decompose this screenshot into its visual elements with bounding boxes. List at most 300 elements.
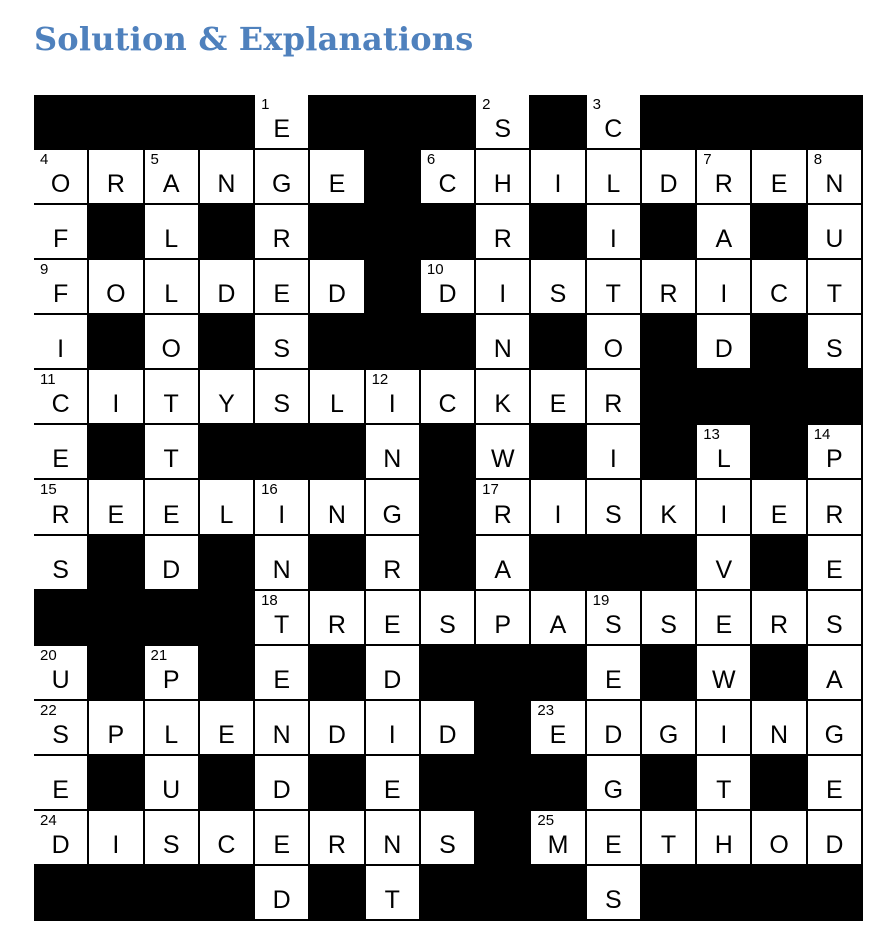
crossword-cell	[366, 480, 421, 535]
crossword-cell	[34, 646, 89, 701]
crossword-cell	[421, 370, 476, 425]
cell-letter: S	[604, 610, 622, 639]
black-cell	[200, 646, 255, 701]
black-cell	[421, 756, 476, 811]
black-cell	[421, 480, 476, 535]
cell-letter: S	[604, 885, 622, 914]
crossword-cell	[366, 425, 421, 480]
crossword-cell	[145, 811, 200, 866]
crossword-cell	[34, 370, 89, 425]
cell-letter: I	[112, 390, 120, 419]
cell-letter: C	[51, 390, 70, 419]
cell-letter: E	[826, 555, 843, 584]
cell-letter: I	[388, 390, 396, 419]
crossword-cell	[587, 315, 642, 370]
crossword-cell	[34, 811, 89, 866]
crossword-cell	[476, 95, 531, 150]
crossword-cell	[145, 370, 200, 425]
crossword-cell	[697, 646, 752, 701]
crossword-cell	[808, 315, 863, 370]
cell-letter: D	[659, 170, 678, 199]
black-cell	[89, 866, 144, 921]
black-cell	[752, 756, 807, 811]
cell-letter: N	[327, 500, 346, 529]
black-cell	[200, 205, 255, 260]
black-cell	[642, 315, 697, 370]
cell-letter: U	[51, 665, 70, 694]
crossword-cell	[587, 480, 642, 535]
clue-number: 9	[40, 261, 49, 279]
black-cell	[752, 425, 807, 480]
cell-letter: S	[52, 555, 69, 584]
crossword-cell	[531, 591, 586, 646]
clue-number: 19	[592, 591, 610, 609]
black-cell	[34, 95, 89, 150]
crossword-cell	[697, 480, 752, 535]
cell-letter: E	[273, 280, 291, 309]
cell-letter: F	[52, 280, 69, 309]
cell-letter: F	[52, 225, 69, 254]
crossword-cell	[808, 811, 863, 866]
crossword-cell	[752, 811, 807, 866]
crossword-cell	[34, 701, 89, 756]
crossword-cell	[421, 701, 476, 756]
cell-letter: I	[720, 280, 728, 309]
crossword-cell	[255, 756, 310, 811]
crossword-cell	[531, 811, 586, 866]
cell-letter: E	[770, 500, 788, 529]
cell-letter: S	[826, 335, 843, 364]
crossword-cell	[808, 756, 863, 811]
cell-letter: D	[383, 665, 402, 694]
crossword-cell	[34, 480, 89, 535]
black-cell	[34, 591, 89, 646]
cell-letter: L	[606, 170, 621, 199]
crossword-cell	[255, 480, 310, 535]
cell-letter: E	[770, 170, 788, 199]
crossword-cell	[34, 150, 89, 205]
crossword-cell	[752, 260, 807, 315]
cell-letter: N	[383, 830, 402, 859]
black-cell	[808, 95, 863, 150]
crossword-cell	[145, 150, 200, 205]
crossword-cell	[255, 370, 310, 425]
cell-letter: L	[164, 225, 179, 254]
cell-letter: I	[720, 500, 728, 529]
cell-letter: S	[826, 610, 843, 639]
crossword-cell	[145, 260, 200, 315]
crossword-cell	[531, 370, 586, 425]
crossword-cell	[476, 370, 531, 425]
cell-letter: K	[494, 390, 512, 419]
cell-letter: R	[327, 830, 346, 859]
cell-letter: E	[604, 830, 622, 859]
cell-letter: A	[162, 170, 180, 199]
cell-letter: D	[217, 280, 236, 309]
black-cell	[310, 646, 365, 701]
black-cell	[34, 866, 89, 921]
black-cell	[145, 591, 200, 646]
cell-letter: D	[714, 335, 733, 364]
cell-letter: O	[769, 830, 789, 859]
cell-letter: I	[554, 170, 562, 199]
crossword-cell	[310, 811, 365, 866]
cell-letter: E	[218, 720, 235, 749]
black-cell	[310, 95, 365, 150]
cell-letter: R	[272, 225, 291, 254]
crossword-cell	[255, 866, 310, 921]
black-cell	[366, 315, 421, 370]
crossword-cell	[200, 701, 255, 756]
crossword-cell	[642, 150, 697, 205]
black-cell	[476, 756, 531, 811]
cell-letter: D	[272, 885, 291, 914]
crossword-cell	[89, 260, 144, 315]
crossword-cell	[421, 260, 476, 315]
crossword-cell	[310, 370, 365, 425]
clue-number: 2	[482, 96, 491, 113]
crossword-cell	[366, 370, 421, 425]
black-cell	[310, 205, 365, 260]
cell-letter: E	[52, 775, 69, 804]
crossword-cell	[587, 646, 642, 701]
crossword-cell	[808, 260, 863, 315]
cell-letter: R	[825, 500, 844, 529]
clue-number: 6	[426, 151, 436, 169]
black-cell	[587, 536, 642, 591]
crossword-cell	[200, 260, 255, 315]
clue-number: 3	[592, 96, 601, 113]
crossword-cell	[697, 756, 752, 811]
cell-letter: R	[51, 500, 70, 529]
crossword-cell	[531, 701, 586, 756]
cell-letter: G	[658, 720, 679, 749]
clue-number: 24	[40, 811, 57, 829]
crossword-cell	[808, 701, 863, 756]
black-cell	[366, 260, 421, 315]
cell-letter: R	[383, 555, 402, 584]
cell-letter: R	[659, 280, 678, 309]
cell-letter: D	[51, 830, 70, 859]
cell-letter: O	[161, 335, 181, 364]
cell-letter: N	[825, 170, 844, 199]
black-cell	[808, 866, 863, 921]
black-cell	[89, 205, 144, 260]
black-cell	[531, 95, 586, 150]
cell-letter: I	[278, 500, 286, 529]
black-cell	[476, 866, 531, 921]
crossword-cell	[476, 425, 531, 480]
black-cell	[752, 866, 807, 921]
black-cell	[421, 315, 476, 370]
cell-letter: D	[327, 720, 346, 749]
black-cell	[200, 536, 255, 591]
crossword-cell	[366, 756, 421, 811]
cell-letter: E	[383, 775, 401, 804]
black-cell	[310, 536, 365, 591]
clue-number: 1	[261, 96, 270, 113]
cell-letter: T	[716, 775, 732, 804]
crossword-cell	[642, 480, 697, 535]
cell-letter: S	[273, 390, 291, 419]
cell-letter: H	[714, 830, 733, 859]
cell-letter: G	[382, 500, 402, 529]
black-cell	[421, 425, 476, 480]
crossword-cell	[808, 536, 863, 591]
clue-number: 16	[261, 481, 278, 499]
crossword-cell	[531, 480, 586, 535]
cell-letter: U	[162, 775, 181, 804]
crossword-cell	[34, 756, 89, 811]
cell-letter: D	[438, 720, 457, 749]
crossword-cell	[587, 701, 642, 756]
black-cell	[752, 536, 807, 591]
black-cell	[421, 646, 476, 701]
cell-letter: R	[714, 170, 733, 199]
black-cell	[476, 701, 531, 756]
cell-letter: T	[660, 830, 677, 859]
cell-letter: S	[549, 280, 567, 309]
crossword-cell	[255, 205, 310, 260]
black-cell	[145, 866, 200, 921]
cell-letter: E	[162, 500, 180, 529]
black-cell	[200, 756, 255, 811]
cell-letter: R	[604, 390, 623, 419]
crossword-cell	[366, 536, 421, 591]
black-cell	[476, 811, 531, 866]
cell-letter: R	[106, 170, 125, 199]
clue-number: 18	[261, 591, 278, 609]
black-cell	[752, 370, 807, 425]
cell-letter: E	[52, 445, 69, 474]
clue-number: 17	[482, 481, 499, 499]
black-cell	[808, 370, 863, 425]
black-cell	[531, 536, 586, 591]
black-cell	[752, 95, 807, 150]
crossword-cell	[697, 536, 752, 591]
crossword-cell	[89, 370, 144, 425]
crossword-cell	[808, 646, 863, 701]
cell-letter: P	[107, 720, 125, 749]
cell-letter: E	[549, 720, 567, 749]
crossword-cell	[145, 646, 200, 701]
crossword-cell	[89, 811, 144, 866]
clue-number: 25	[537, 811, 555, 829]
black-cell	[752, 315, 807, 370]
crossword-cell	[642, 260, 697, 315]
crossword-cell	[310, 150, 365, 205]
black-cell	[89, 591, 144, 646]
cell-letter: E	[549, 390, 567, 419]
clue-number: 5	[150, 151, 159, 169]
crossword-cell	[752, 480, 807, 535]
cell-letter: D	[272, 775, 291, 804]
crossword-cell	[808, 425, 863, 480]
crossword-cell	[421, 150, 476, 205]
black-cell	[89, 536, 144, 591]
cell-letter: I	[57, 335, 65, 364]
cell-letter: T	[274, 610, 290, 639]
black-cell	[642, 866, 697, 921]
crossword-cell	[89, 701, 144, 756]
cell-letter: E	[273, 115, 291, 144]
black-cell	[310, 866, 365, 921]
crossword-cell	[476, 260, 531, 315]
crossword-cell	[476, 591, 531, 646]
cell-letter: L	[219, 500, 234, 529]
crossword-cell	[752, 150, 807, 205]
cell-letter: E	[273, 830, 291, 859]
black-cell	[200, 425, 255, 480]
cell-letter: C	[604, 115, 623, 144]
clue-number: 13	[703, 426, 720, 444]
cell-letter: G	[824, 720, 845, 749]
cell-letter: O	[106, 280, 126, 309]
black-cell	[89, 646, 144, 701]
cell-letter: T	[163, 390, 179, 419]
cell-letter: Y	[218, 390, 235, 419]
crossword-cell	[255, 701, 310, 756]
cell-letter: V	[715, 555, 733, 584]
crossword-cell	[34, 260, 89, 315]
black-cell	[752, 646, 807, 701]
black-cell	[531, 315, 586, 370]
black-cell	[366, 150, 421, 205]
clue-number: 7	[703, 151, 712, 169]
crossword-cell	[366, 701, 421, 756]
crossword-cell	[476, 315, 531, 370]
crossword-cell	[255, 95, 310, 150]
cell-letter: L	[164, 720, 179, 749]
crossword-cell	[752, 701, 807, 756]
crossword-cell	[587, 591, 642, 646]
cell-letter: E	[383, 610, 401, 639]
cell-letter: I	[112, 830, 120, 859]
cell-letter: T	[826, 280, 842, 309]
black-cell	[752, 205, 807, 260]
cell-letter: U	[825, 225, 844, 254]
cell-letter: N	[272, 720, 291, 749]
black-cell	[89, 756, 144, 811]
black-cell	[310, 756, 365, 811]
crossword-cell	[697, 260, 752, 315]
clue-number: 12	[371, 371, 389, 389]
crossword-cell	[200, 150, 255, 205]
black-cell	[255, 425, 310, 480]
clue-number: 4	[40, 151, 49, 169]
cell-letter: W	[490, 445, 515, 474]
cell-letter: L	[330, 390, 344, 419]
black-cell	[145, 95, 200, 150]
cell-letter: S	[604, 500, 622, 529]
crossword-cell	[34, 425, 89, 480]
cell-letter: A	[715, 225, 733, 254]
clue-number: 23	[537, 701, 555, 719]
clue-number: 11	[40, 371, 56, 389]
cell-letter: L	[164, 280, 179, 309]
black-cell	[421, 95, 476, 150]
crossword-cell	[587, 370, 642, 425]
crossword-cell	[255, 646, 310, 701]
crossword-cell	[145, 536, 200, 591]
crossword-cell	[531, 260, 586, 315]
cell-letter: P	[826, 445, 843, 474]
cell-letter: A	[494, 555, 512, 584]
crossword-cell	[476, 536, 531, 591]
cell-letter: E	[826, 775, 843, 804]
cell-letter: H	[493, 170, 512, 199]
black-cell	[421, 536, 476, 591]
black-cell	[531, 425, 586, 480]
black-cell	[200, 95, 255, 150]
black-cell	[421, 866, 476, 921]
black-cell	[642, 646, 697, 701]
cell-letter: C	[770, 280, 789, 309]
crossword-cell	[587, 260, 642, 315]
crossword-cell	[366, 811, 421, 866]
crossword-cell	[366, 591, 421, 646]
crossword-cell	[89, 480, 144, 535]
cell-letter: T	[163, 445, 179, 474]
crossword-cell	[587, 756, 642, 811]
cell-letter: D	[604, 720, 623, 749]
crossword-cell	[421, 591, 476, 646]
crossword-cell	[642, 701, 697, 756]
black-cell	[531, 205, 586, 260]
cell-letter: S	[660, 610, 677, 639]
cell-letter: T	[605, 280, 621, 309]
crossword-cell	[752, 591, 807, 646]
crossword-cell	[145, 205, 200, 260]
cell-letter: L	[716, 445, 731, 474]
crossword-cell	[145, 756, 200, 811]
black-cell	[200, 315, 255, 370]
crossword-cell	[145, 315, 200, 370]
cell-letter: D	[162, 555, 181, 584]
crossword-cell	[255, 811, 310, 866]
cell-letter: C	[438, 390, 457, 419]
black-cell	[476, 646, 531, 701]
crossword-cell	[310, 701, 365, 756]
crossword-cell	[531, 150, 586, 205]
cell-letter: I	[609, 225, 617, 254]
cell-letter: D	[327, 280, 346, 309]
black-cell	[642, 756, 697, 811]
black-cell	[531, 646, 586, 701]
cell-letter: I	[554, 500, 562, 529]
cell-letter: A	[549, 610, 567, 639]
crossword-cell	[642, 591, 697, 646]
clue-number: 20	[40, 646, 57, 664]
crossword-cell	[587, 866, 642, 921]
crossword-cell	[697, 701, 752, 756]
clue-number: 21	[150, 646, 168, 664]
crossword-cell	[145, 480, 200, 535]
crossword-cell	[200, 811, 255, 866]
cell-letter: S	[439, 610, 456, 639]
black-cell	[642, 536, 697, 591]
crossword-cell	[34, 205, 89, 260]
clue-number: 14	[813, 426, 831, 444]
black-cell	[89, 315, 144, 370]
cell-letter: K	[660, 500, 677, 529]
crossword-cell	[697, 315, 752, 370]
cell-letter: I	[499, 280, 507, 309]
crossword-cell	[697, 205, 752, 260]
crossword-cell	[808, 205, 863, 260]
crossword-cell	[808, 150, 863, 205]
crossword-cell	[587, 811, 642, 866]
